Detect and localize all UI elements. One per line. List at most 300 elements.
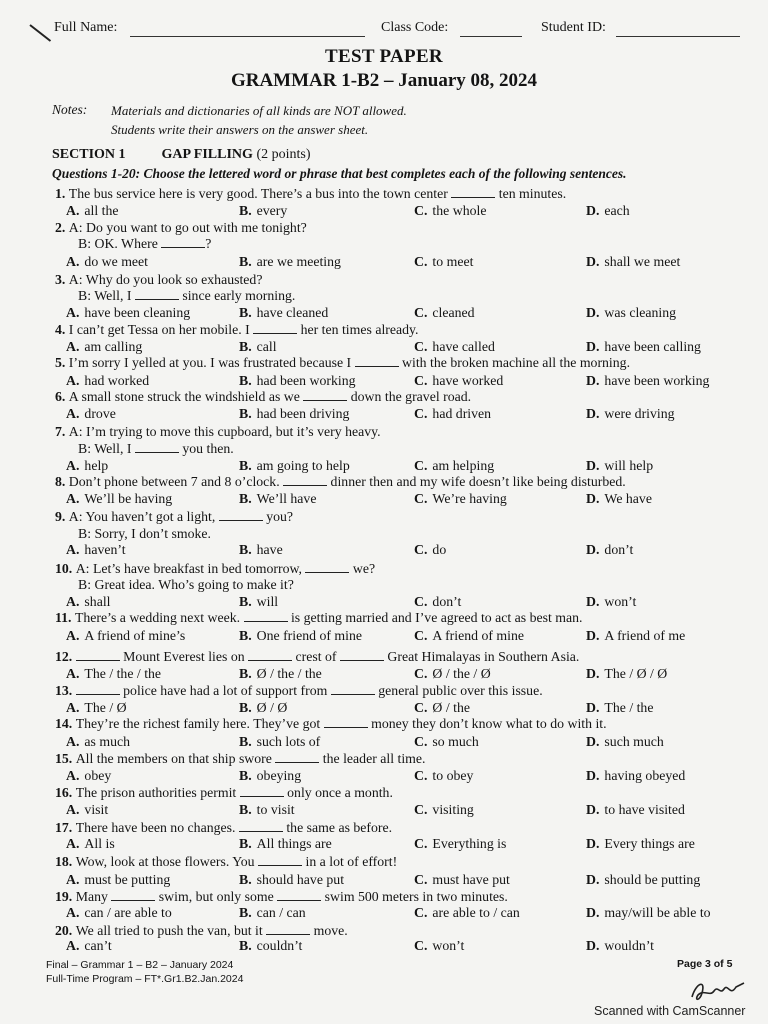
option-letter: C. [414,628,428,643]
option-text: are we meeting [256,254,341,269]
question-14-option-b [239,734,320,750]
question-8-line-1 [55,474,626,490]
question-15-option-c [414,768,473,784]
question-2-line-2 [78,236,211,252]
option-letter: D. [586,594,600,609]
answer-blank [76,684,120,695]
question-number: 16. [55,785,76,800]
question-20-option-c [414,938,464,954]
option-letter: B. [239,700,252,715]
question-14-line-1 [55,716,607,732]
question-15-option-d [586,768,685,784]
option-text: One friend of mine [256,628,363,643]
option-letter: D. [586,628,600,643]
question-15-line-1 [55,751,425,767]
question-text: her ten times already. [297,322,419,337]
option-text: are able to / can [432,905,520,920]
option-text: A friend of me [604,628,686,643]
option-text: All things are [256,836,332,851]
question-text: Great Himalayas in Southern Asia. [383,649,580,664]
option-text: wouldn’t [604,938,654,953]
option-letter: C. [414,802,428,817]
notes-line-2: Students write their answers on the answer sheet. [111,122,369,137]
option-text: should have put [256,872,345,887]
question-2-option-d [586,254,680,270]
question-12-line-1 [55,649,579,665]
answer-blank [240,786,284,797]
question-14-option-d [586,734,664,750]
question-10-option-c [414,594,461,610]
option-letter: A. [66,836,80,851]
footer-line-1: Final – Grammar 1 – B2 – January 2024 [46,959,234,971]
section-points: (2 points) [256,147,311,162]
option-letter: D. [586,802,600,817]
question-4-option-d [586,339,701,355]
question-10-option-a [66,594,110,610]
option-letter: A. [66,305,80,320]
option-letter: C. [414,734,428,749]
option-text: The / Ø [84,700,127,715]
question-text: crest of [292,649,340,664]
option-letter: A. [66,628,80,643]
option-letter: A. [66,938,80,953]
option-text: drove [84,406,116,421]
notes-label: Notes: [52,102,88,117]
question-text: down the gravel road. [347,389,472,404]
footer-line-2: Full-Time Program – FT*.Gr1.B2.Jan.2024 [46,973,244,985]
question-text: the leader all time. [319,751,426,766]
question-3-option-b [239,305,328,321]
question-19-option-c [414,905,520,921]
student-id-label: Student ID: [541,20,606,35]
question-1-option-c [414,203,486,219]
answer-blank [451,187,495,198]
answer-blank [111,890,155,901]
option-letter: B. [239,836,252,851]
option-text: can / are able to [84,905,172,920]
option-letter: D. [586,458,600,473]
option-text: A friend of mine [432,628,524,643]
option-text: have been cleaning [84,305,191,320]
option-text: Every things are [604,836,695,851]
answer-blank [340,650,384,661]
question-9-option-a [66,542,126,558]
question-8-option-d [586,491,652,507]
question-text: swim, but only some [155,889,278,904]
question-number: 13. [55,683,76,698]
option-text: The / the / the [84,666,162,681]
answer-blank [76,650,120,661]
question-18-option-a [66,872,170,888]
option-letter: D. [586,254,600,269]
question-number: 9. [55,509,69,524]
pen-stroke-mark [29,24,51,42]
option-letter: C. [414,700,428,715]
option-letter: B. [239,305,252,320]
option-text: won’t [432,938,465,953]
question-10-option-b [239,594,278,610]
option-text: am helping [432,458,495,473]
question-12-option-d [586,666,667,682]
question-text: A small stone struck the windshield as we [68,389,304,404]
question-20-option-d [586,938,654,954]
option-letter: B. [239,734,252,749]
question-text: you then. [178,441,234,456]
option-letter: C. [414,594,428,609]
option-text: have [256,542,283,557]
question-14-option-a [66,734,130,750]
question-4-line-1 [55,322,418,338]
question-number: 2. [55,220,69,235]
option-text: can / can [256,905,306,920]
question-text: All the members on that ship swore [75,751,276,766]
question-text: with the broken machine all the morning. [398,355,631,370]
question-10-line-2 [78,577,294,593]
question-5-option-c [414,373,503,389]
option-text: to visit [256,802,295,817]
option-text: Ø / the [432,700,470,715]
question-8-option-c [414,491,507,507]
question-text: Wow, look at those flowers. You [75,854,259,869]
question-5-option-d [586,373,709,389]
option-text: don’t [604,542,634,557]
question-6-option-b [239,406,349,422]
signature-mark [686,975,748,1005]
question-17-option-b [239,836,332,852]
question-10-option-d [586,594,636,610]
question-15-option-a [66,768,111,784]
option-letter: B. [239,339,252,354]
question-text: They’re the richest family here. They’ve got [75,716,324,731]
option-letter: D. [586,938,600,953]
option-letter: C. [414,836,428,851]
question-text: The prison authorities permit [75,785,240,800]
option-letter: C. [414,768,428,783]
answer-blank [135,442,179,453]
answer-blank [275,752,319,763]
question-17-option-d [586,836,695,852]
option-letter: A. [66,373,80,388]
option-text: won’t [604,594,637,609]
question-text: There’s a wedding next week. [74,610,244,625]
question-5-line-1 [55,355,630,371]
question-text: There have been no changes. [75,820,239,835]
option-text: must be putting [84,872,171,887]
option-text: couldn’t [256,938,303,953]
question-text: general public over this issue. [374,683,543,698]
question-13-option-d [586,700,653,716]
question-text: B: Well, I [78,288,135,303]
question-4-option-a [66,339,142,355]
option-letter: C. [414,938,428,953]
option-text: to have visited [604,802,685,817]
option-text: A friend of mine’s [84,628,186,643]
option-letter: D. [586,305,600,320]
answer-blank [253,323,297,334]
class-code-label: Class Code: [381,20,449,35]
option-letter: A. [66,254,80,269]
option-text: have cleaned [256,305,329,320]
option-text: the whole [432,203,487,218]
question-6-option-c [414,406,491,422]
answer-blank [239,821,283,832]
question-7-line-1 [55,424,381,440]
option-text: obeying [256,768,302,783]
question-2-option-a [66,254,148,270]
option-letter: D. [586,339,600,354]
question-16-option-c [414,802,474,818]
question-text: the same as before. [282,820,393,835]
page-subtitle: GRAMMAR 1-B2 – January 08, 2024 [230,70,538,91]
option-letter: A. [66,734,80,749]
question-6-option-a [66,406,116,422]
question-12-option-a [66,666,161,682]
question-text: I’m sorry I yelled at you. I was frustrated because I [68,355,355,370]
option-letter: C. [414,339,428,354]
question-17-option-c [414,836,506,852]
option-text: visit [84,802,109,817]
option-text: Ø / the / Ø [432,666,491,681]
option-letter: A. [66,872,80,887]
option-text: don’t [432,594,462,609]
option-letter: B. [239,666,252,681]
option-letter: B. [239,254,252,269]
answer-blank [161,237,205,248]
question-number: 19. [55,889,76,904]
option-text: We’ll have [256,491,317,506]
question-13-option-c [414,700,470,716]
question-text: B: Great idea. Who’s going to make it? [78,577,294,592]
question-9-line-1 [55,509,293,525]
answer-blank [283,475,327,486]
answer-blank [244,611,288,622]
option-text: had been working [256,373,356,388]
question-text: in a lot of effort! [302,854,398,869]
option-text: such lots of [256,734,321,749]
option-letter: B. [239,594,252,609]
question-text: B: Sorry, I don’t smoke. [78,526,211,541]
question-9-line-2 [78,526,211,542]
option-letter: C. [414,406,428,421]
option-letter: C. [414,666,428,681]
option-text: can’t [84,938,112,953]
option-letter: A. [66,458,80,473]
answer-blank [248,650,292,661]
answer-blank [331,684,375,695]
option-text: had been driving [256,406,350,421]
option-letter: A. [66,491,80,506]
option-letter: D. [586,872,600,887]
option-text: must have put [432,872,510,887]
question-number: 4. [55,322,69,337]
option-text: to meet [432,254,474,269]
question-20-option-a [66,938,112,954]
answer-blank [277,890,321,901]
option-text: will help [604,458,654,473]
question-number: 17. [55,820,76,835]
question-text: Don’t phone between 7 and 8 o’clock. [68,474,284,489]
option-text: so much [432,734,479,749]
option-letter: A. [66,406,80,421]
question-19-option-d [586,905,711,921]
question-text: ? [205,236,212,251]
question-7-option-a [66,458,108,474]
question-text: A: Do you want to go out with me tonight? [68,220,307,235]
option-letter: B. [239,491,252,506]
question-text: since early morning. [178,288,296,303]
question-2-option-c [414,254,473,270]
question-text: I can’t get Tessa on her mobile. I [68,322,254,337]
question-text: A: Let’s have breakfast in bed tomorrow, [75,561,306,576]
option-text: were driving [604,406,675,421]
question-9-option-b [239,542,283,558]
option-text: Ø / Ø [256,700,288,715]
answer-blank [258,855,302,866]
question-15-option-b [239,768,301,784]
option-letter: A. [66,700,80,715]
option-letter: D. [586,491,600,506]
student-id-line [616,36,740,37]
question-text: swim 500 meters in two minutes. [321,889,508,904]
question-16-option-a [66,802,108,818]
option-letter: B. [239,768,252,783]
question-1-option-a [66,203,119,219]
question-5-option-a [66,373,149,389]
option-text: had worked [84,373,150,388]
question-number: 5. [55,355,69,370]
option-letter: B. [239,802,252,817]
section-heading [52,147,311,163]
question-3-option-a [66,305,190,321]
option-letter: A. [66,802,80,817]
question-number: 15. [55,751,76,766]
option-letter: D. [586,542,600,557]
option-letter: C. [414,458,428,473]
class-code-line [460,36,522,37]
section-label: SECTION 1 [52,147,126,162]
question-14-option-c [414,734,479,750]
answer-blank [303,390,347,401]
option-text: have been working [604,373,710,388]
option-text: cleaned [432,305,475,320]
option-letter: D. [586,836,600,851]
question-16-option-d [586,802,685,818]
question-20-option-b [239,938,302,954]
question-text: A: You haven’t got a light, [68,509,219,524]
option-text: The / Ø / Ø [604,666,668,681]
full-name-line [130,36,365,37]
option-letter: D. [586,373,600,388]
option-letter: B. [239,458,252,473]
question-1-option-b [239,203,287,219]
option-letter: A. [66,339,80,354]
option-text: having obeyed [604,768,686,783]
option-letter: B. [239,542,252,557]
question-9-option-d [586,542,633,558]
question-10-line-1 [55,561,375,577]
question-text: police have had a lot of support from [119,683,331,698]
option-text: help [84,458,109,473]
question-text: Mount Everest lies on [119,649,249,664]
section-name: GAP FILLING [161,147,253,162]
question-text: dinner then and my wife doesn’t like being disturbed. [327,474,626,489]
question-4-option-b [239,339,277,355]
question-number: 18. [55,854,76,869]
question-number: 7. [55,424,69,439]
question-text: move. [310,923,348,938]
question-16-option-b [239,802,295,818]
question-number: 11. [55,610,75,625]
question-text: B: OK. Where [78,236,162,251]
question-3-option-c [414,305,475,321]
option-text: Everything is [432,836,507,851]
question-text: ten minutes. [495,186,567,201]
option-text: should be putting [604,872,701,887]
option-text: have worked [432,373,504,388]
option-letter: B. [239,373,252,388]
question-number: 14. [55,716,76,731]
option-letter: A. [66,666,80,681]
question-7-line-2 [78,441,234,457]
question-12-option-c [414,666,491,682]
page-number: Page 3 of 5 [677,958,733,970]
question-number: 1. [55,186,69,201]
option-letter: D. [586,768,600,783]
option-text: do we meet [84,254,149,269]
question-8-option-a [66,491,172,507]
option-text: am calling [84,339,143,354]
question-number: 20. [55,923,76,938]
question-text: money they don’t know what to do with it. [367,716,607,731]
option-letter: C. [414,872,428,887]
option-text: to obey [432,768,474,783]
question-text: A: I’m trying to move this cupboard, but it’s very heavy. [68,424,381,439]
question-13-option-b [239,700,287,716]
option-letter: C. [414,305,428,320]
question-2-option-b [239,254,341,270]
option-letter: A. [66,768,80,783]
option-letter: C. [414,542,428,557]
question-7-option-b [239,458,350,474]
option-text: Ø / the / the [256,666,322,681]
question-2-line-1 [55,220,307,236]
option-text: will [256,594,279,609]
option-letter: C. [414,373,428,388]
question-number: 8. [55,474,69,489]
question-3-line-1 [55,272,262,288]
question-19-option-b [239,905,306,921]
question-13-line-1 [55,683,543,699]
option-text: visiting [432,802,474,817]
option-letter: A. [66,905,80,920]
option-text: each [604,203,630,218]
question-6-option-d [586,406,675,422]
option-text: shall [84,594,111,609]
notes-line-1: Materials and dictionaries of all kinds are NOT allowed. [111,103,407,118]
question-18-option-c [414,872,510,888]
question-text: B: Well, I [78,441,135,456]
option-letter: C. [414,254,428,269]
option-text: was cleaning [604,305,677,320]
option-letter: D. [586,700,600,715]
full-name-label: Full Name: [54,20,118,35]
option-letter: B. [239,938,252,953]
answer-blank [266,924,310,935]
question-12-option-b [239,666,322,682]
option-text: have called [432,339,495,354]
question-17-line-1 [55,820,392,836]
option-text: every [256,203,288,218]
